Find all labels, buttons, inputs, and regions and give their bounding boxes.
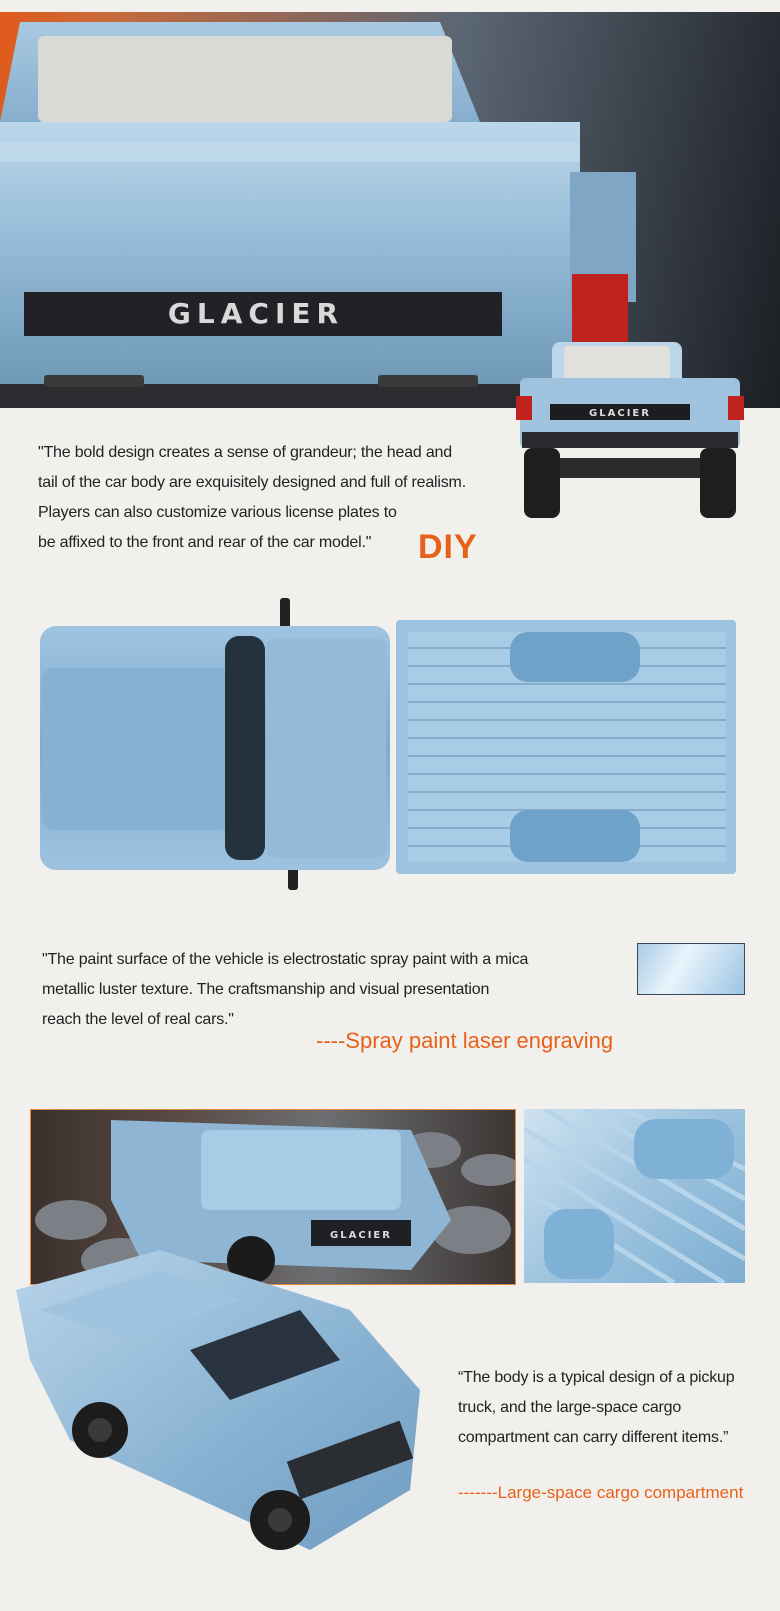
- perspective-truck: [10, 1230, 440, 1560]
- cargo-line-3: compartment can carry different items.”: [458, 1429, 729, 1446]
- paint-description: [42, 945, 602, 1035]
- cargo-description: [458, 1363, 758, 1453]
- design-line-4: be affixed to the front and rear of the car model.": [38, 534, 372, 551]
- design-line-3: Players can also customize various license plates to: [38, 504, 397, 521]
- spray-paint-caption: ----Spray paint laser engraving: [316, 1028, 614, 1053]
- paint-line-2: metallic luster texture. The craftsmanship and visual presentation: [42, 981, 490, 998]
- diy-badge: DIY: [418, 528, 478, 566]
- tailgate-nameplate: GLACIER: [167, 297, 345, 330]
- cargo-bed-illustration: [524, 1109, 745, 1283]
- design-line-2: tail of the car body are exquisitely designed and full of realism.: [38, 474, 466, 491]
- paint-line-1: "The paint surface of the vehicle is electrostatic spray paint with a mica: [42, 951, 529, 968]
- hero-truck-illustration: [0, 12, 780, 408]
- cargo-caption: -------Large-space cargo compartment: [458, 1483, 744, 1502]
- design-line-1: "The bold design creates a sense of grandeur; the head and: [38, 444, 452, 461]
- cargo-bed-closeup-photo: [524, 1109, 745, 1283]
- top-view-truck: [30, 598, 750, 898]
- cargo-line-2: truck, and the large-space cargo: [458, 1399, 682, 1416]
- rear-view-truck: [510, 370, 750, 540]
- cargo-line-1: “The body is a typical design of a pickup: [458, 1369, 735, 1386]
- paint-texture-swatch: [637, 943, 745, 995]
- hero-tailgate-photo: [0, 12, 780, 408]
- mini-nameplate: GLACIER: [589, 408, 651, 419]
- photo-nameplate: GLACIER: [330, 1230, 392, 1241]
- paint-line-3: reach the level of real cars.": [42, 1011, 234, 1028]
